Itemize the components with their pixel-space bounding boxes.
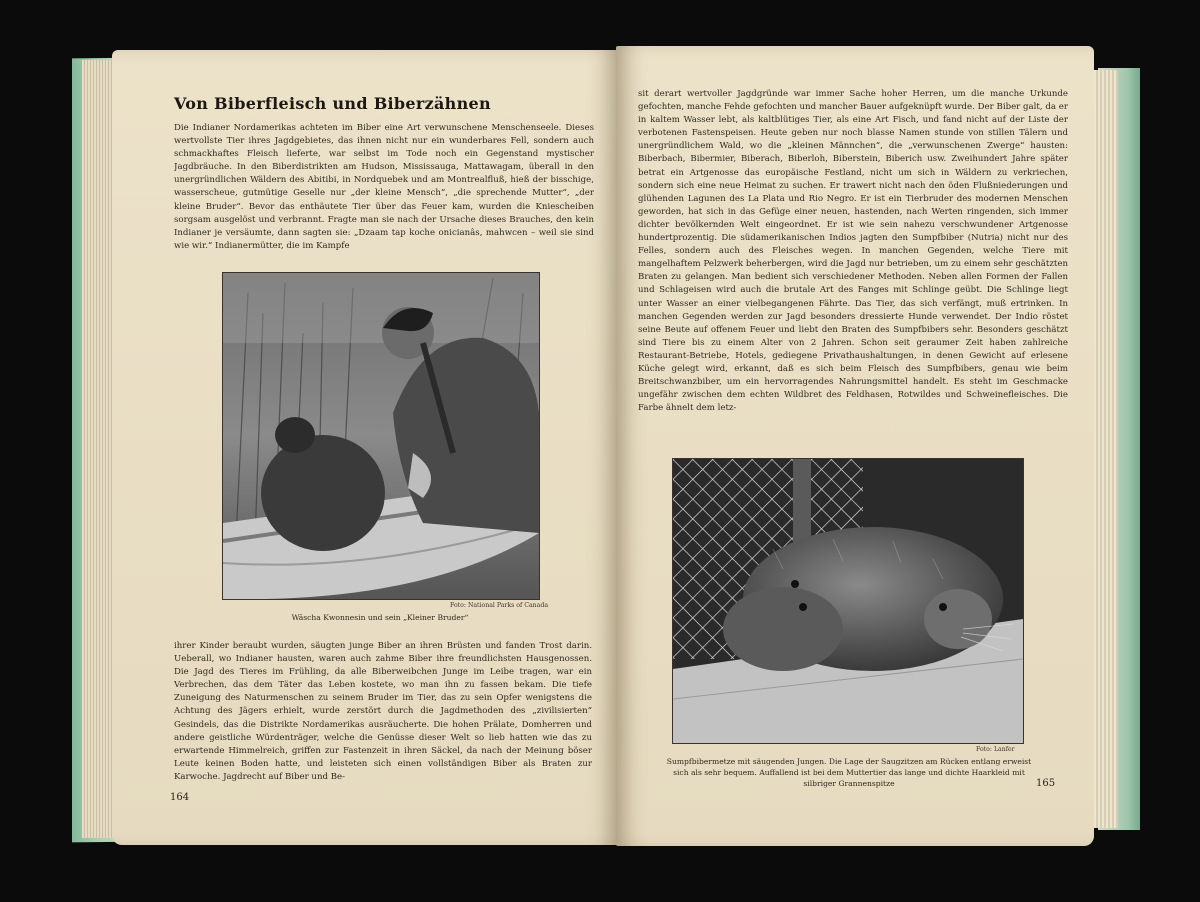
man-with-beaver-picture [223,273,539,599]
chapter-heading: Von Biberfleisch und Biberzähnen [174,94,491,113]
right-page [616,46,1094,846]
left-paragraph-top: Die Indianer Nordamerikas achteten im Biber eine Art verwunschene Menschenseele. Dieses wertvollste Tier ihres Jagdgebietes, das ihnen nicht nur ein wunderbares Fell, sondern auch schmackhaftes Fleisch lieferte, war selbst im Tode noch ein Gegenstand mystischer Jagdbräuche. In den Biberdistrikten am Hudson, Mississauga, Mattawagam, überall in den unergründlichen Wäldern des Abitibi, in Nordquebek und am Montrealfluß, hieß der bisschige, wasserscheue, gutmütige Geselle nur „der kleine Mensch“, „die sprechende Mutter“, „der kleine Bruder“. Bevor das enthäutete Tier über das Feuer kam, wurden die Kniescheiben sorgsam ausgelöst und verbrannt. Fragte man sie nach der Ursache dieses Brauches, den kein Indianer je versäumte, dann sagten sie: „Dzaam tap koche onicianâs, mahwcen – weil sie sind wie wir.“ Indianermütter, die im Kampfe [174,123,594,251]
left-page [112,50,618,845]
photo-nutria-with-young [672,458,1024,744]
left-photo-caption: Wâscha Kwonnesin und sein „Kleiner Bruder“ [291,613,469,622]
page-number-right: 165 [1036,778,1056,789]
photo-man-with-beaver [222,272,540,600]
right-photo-credit: Foto: Lanfer [976,746,1015,753]
left-photo-credit: Foto: National Parks of Canada [450,602,549,609]
right-paragraph-top: sit derart wertvoller Jagdgründe war immer Sache hoher Herren, um die manche Urkunde gefochten, manche Fehde gefochten und mancher Bauer aufgeknüpft wurde. Der Biber galt, da er in kaltem Wasser lebt, als kaltblütiges Tier, als eine Art Fisch, und fand nicht auf der Liste der verbotenen Fastenspeisen. Heute geben nur noch blasse Namen stunde von stillen Tälern und unergründlichem Wald, wo die „kleinen Männchen“, die „verwunschenen Zwerge“ hausten: Biberbach, Bibermier, Biberach, Biberloh, Biberstein, Biberich usw. Zweihundert Jahre später betrat ein Artgenosse das europäische Festland, nicht um sich in Wäldern zu verkriechen, sondern sich eine neue Heimat zu suchen. Er trawert nicht nach den öden Flußniederungen und glühenden Lagunen des La Plata und Rio Negro. Er ist ein Tierbruder des modernen Menschen geworden, hat sich in das Gefüge einer neuen, hastenden, nach Werten ringenden, sich immer dichter bevölkernden Welt eingeordnet. Er ist wie sein nahezu verschwundener Artgenosse hundertprozentig. Die südamerikanischen Indios jagten den Sumpfbiber (Nutria) nicht nur des Felles, sondern auch des Fleisches wegen. In manchen Gegenden, welche Tiere mit mangelhaftem Pelzwerk beherbergen, wird die Jagd nur betrieben, um zu einem sehr geschätzten Braten zu gelangen. Man bedient sich verschiedener Methoden. Neben allen Formen der Fallen und Schlageisen wird auch die brutale Art des Fanges mit Schlinge geübt. Die Schlinge liegt unter Wasser an einer vielbegangenen Fährte. Das Tier, das sich verfängt, muß ertrinken. In manchen Gegenden werden zur Jagd besonders dressierte Hunde verwendet. Der Indio röstet seine Beute auf offenem Feuer und liebt den Braten des Sumpfbibers sehr. Besonders geschätzt sind Tiere bis zu einem Alter von 2 Jahren. Schon seit geraumer Zeit haben zahlreiche Restaurant-Betriebe, Hotels, gediegene Privathaushaltungen, in denen Gewicht auf erlesene Küche gelegt wird, erkannt, daß es sich beim Fleisch des Sumpfbibers, genau wie beim Breitschwanzbiber, um ein hervorragendes Nahrungsmittel handelt. Es steht im Geschmacke ungefähr zwischen dem echten Wildbret des Feldhasen, Rotwildes und Schweinefleisches. Die Farbe ähnelt dem letz- [638,89,1068,414]
left-paragraph-bottom: ihrer Kinder beraubt wurden, säugten junge Biber an ihren Brüsten und fanden Trost darin. Ueberall, wo Indianer hausten, waren auch zahme Biber ihre freundlichsten Hausgenossen. Die Jagd des Tieres im Frühling, da alle Biberweibchen Junge im Leibe tragen, war ein Verbrechen, das dem Täter das Leben kostete, wo man ihn zu fassen bekam. Die tiefe Zuneigung des Naturmenschen zu seinem Bruder im Tier, das zu sein Opfer wenigstens die Achtung des Jägers erhielt, wurde zerstört durch die Jagdmethoden des „zivilisierten“ Gesindels, das die Distrikte Nordamerikas ausräucherte. Die hohen Prälate, Domherren und andere geistliche Würdenträger, welche die Genüsse dieser Welt so lieb hatten wie das zu erwartende Himmelreich, griffen zur Fastenzeit in ihren Säckel, da nach der Meinung böser Leute keinen Boden hatte, und leisteten sich einen vollständigen Biber als Braten zur Karwoche. Jagdrecht auf Biber und Be- [174,641,592,782]
nutria-picture [673,459,1023,743]
page-number-left: 164 [170,792,190,803]
right-photo-caption: Sumpfbibermetze mit säugenden Jungen. Die Lage der Saugzitzen am Rücken entlang erweist sich als sehr bequem. Auffallend ist bei dem Muttertier das lange und dichte Haarkleid mit silbriger Grannenspitze [666,757,1032,788]
